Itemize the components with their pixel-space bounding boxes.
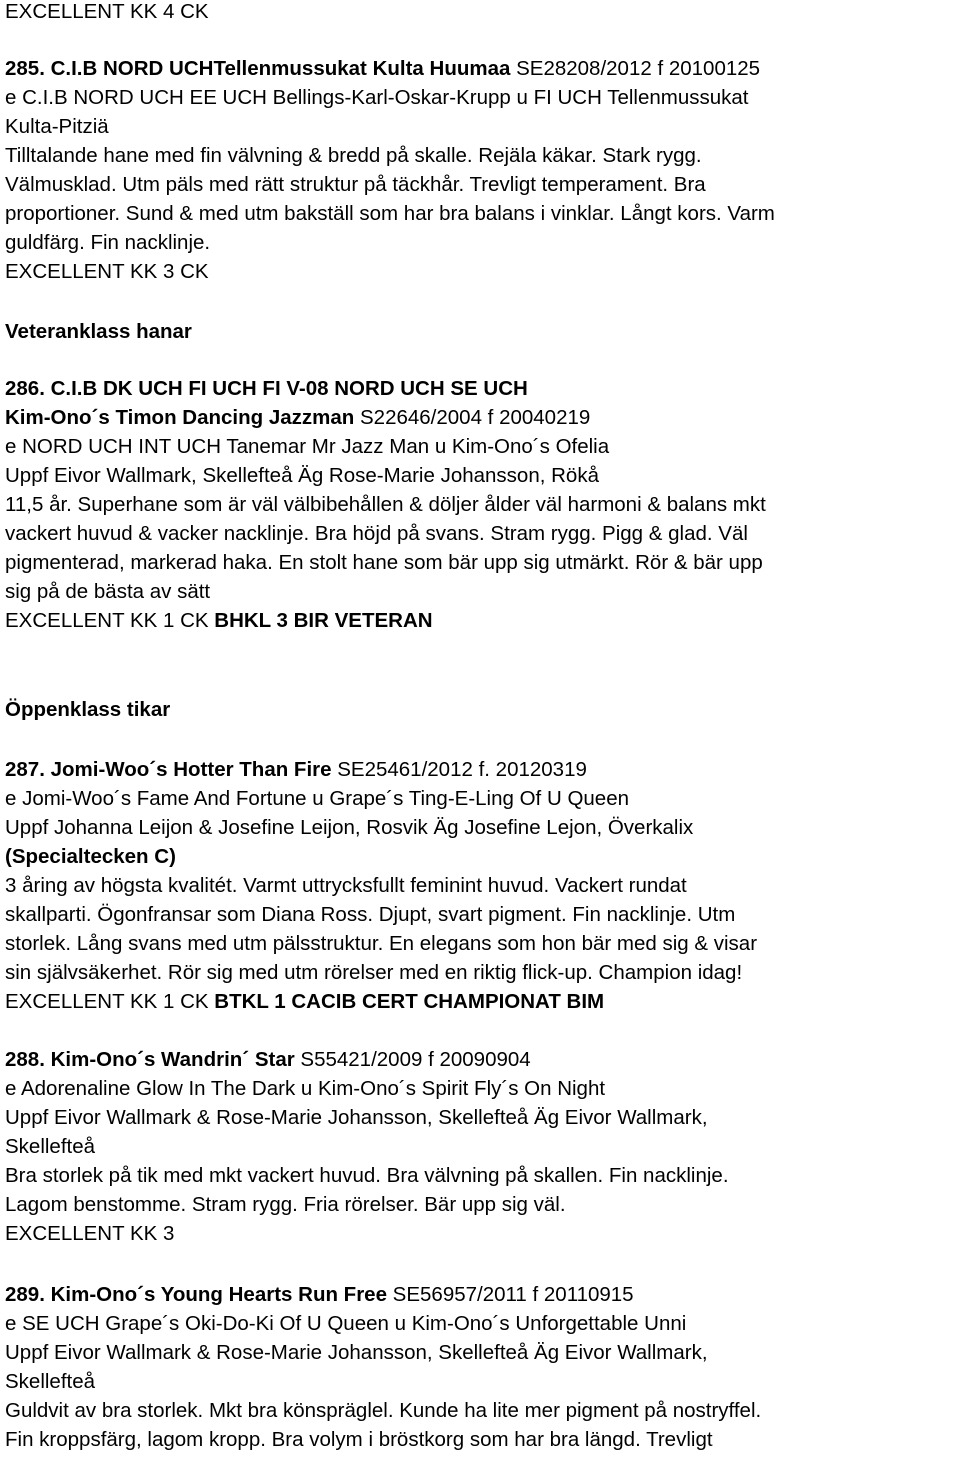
text-run: e Jomi-Woo´s Fame And Fortune u Grape´s Ting-E-Ling Of U Queen	[5, 787, 629, 810]
text-run: Uppf Eivor Wallmark & Rose-Marie Johansson, Skellefteå Äg Eivor Wallmark,	[5, 1106, 708, 1129]
text-run: Lagom benstomme. Stram rygg. Fria rörelser. Bär upp sig väl.	[5, 1193, 566, 1216]
text-run: Guldvit av bra storlek. Mkt bra könspräglel. Kunde ha lite mer pigment på nostryffel.	[5, 1399, 762, 1422]
critique-line	[5, 1399, 761, 1423]
text-run: proportioner. Sund & med utm bakställ som har bra balans i vinklar. Långt kors. Varm	[5, 202, 775, 225]
grade: EXCELLENT KK 3	[5, 1222, 175, 1245]
text-run: pigmenterad, markerad haka. En stolt hane som bär upp sig utmärkt. Rör & bär upp	[5, 551, 763, 574]
critique-line	[5, 1193, 566, 1217]
registration-info: S22646/2004 f 20040219	[354, 406, 591, 429]
parentage-line	[5, 86, 749, 110]
critique-line	[5, 903, 735, 927]
text-run: skallparti. Ögonfransar som Diana Ross. Djupt, svart pigment. Fin nacklinje. Utm	[5, 903, 736, 926]
text-line	[5, 1370, 95, 1394]
text-run: 11,5 år. Superhane som är väl välbibehållen & döljer ålder väl harmoni & balans mkt	[5, 493, 766, 516]
breeder-owner-line	[5, 1341, 708, 1365]
critique-line	[5, 522, 748, 546]
text-run: Skellefteå	[5, 1135, 96, 1158]
text-line	[5, 115, 109, 139]
critique-line	[5, 1164, 729, 1188]
text-run: e SE UCH Grape´s Oki-Do-Ki Of U Queen u Kim-Ono´s Unforgettable Unni	[5, 1312, 687, 1335]
text-run: Öppenklass tikar	[5, 698, 171, 721]
breeder-owner-line	[5, 816, 693, 840]
critique-line	[5, 493, 766, 517]
registration-info: SE28208/2012 f 20100125	[510, 57, 761, 80]
grade: EXCELLENT KK 1 CK	[5, 609, 215, 632]
entry-number-title: 287. Jomi-Woo´s Hotter Than Fire	[5, 758, 332, 781]
text-run: Fin kroppsfärg, lagom kropp. Bra volym i bröstkorg som har bra längd. Trevligt	[5, 1428, 713, 1451]
placement: BHKL 3 BIR VETERAN	[214, 609, 433, 632]
entry-number-title: 289. Kim-Ono´s Young Hearts Run Free	[5, 1283, 387, 1306]
critique-line	[5, 1428, 713, 1452]
text-run: sin självsäkerhet. Rör sig med utm rörelser med en riktig flick-up. Champion idag!	[5, 961, 743, 984]
text-run: storlek. Lång svans med utm pälsstruktur. En elegans som hon bär med sig & visar	[5, 932, 758, 955]
text-run: Uppf Eivor Wallmark, Skellefteå Äg Rose-Marie Johansson, Rökå	[5, 464, 599, 487]
text-run: Välmusklad. Utm päls med rätt struktur på täckhår. Trevligt temperament. Bra	[5, 173, 706, 196]
class-heading	[5, 320, 192, 344]
result-line	[5, 990, 604, 1014]
result-line	[5, 1222, 174, 1246]
text-run: Veteranklass hanar	[5, 320, 192, 343]
text-run: EXCELLENT KK 3 CK	[5, 260, 209, 283]
parentage-line	[5, 787, 629, 811]
parentage-line	[5, 1077, 605, 1101]
text-run: guldfärg. Fin nacklinje.	[5, 231, 211, 254]
text-run: e C.I.B NORD UCH EE UCH Bellings-Karl-Oskar-Krupp u FI UCH Tellenmussukat	[5, 86, 749, 109]
dog-name-line	[5, 406, 590, 430]
critique-line	[5, 202, 775, 226]
text-run: Uppf Johanna Leijon & Josefine Leijon, Rosvik Äg Josefine Lejon, Överkalix	[5, 816, 694, 839]
text-line	[5, 0, 209, 24]
entry-heading	[5, 758, 587, 782]
entry-heading	[5, 377, 528, 401]
critique-line	[5, 551, 763, 575]
entry-number-title: 288. Kim-Ono´s Wandrin´ Star	[5, 1048, 295, 1071]
text-run: vackert huvud & vacker nacklinje. Bra höjd på svans. Stram rygg. Pigg & glad. Väl	[5, 522, 748, 545]
text-run: Uppf Eivor Wallmark & Rose-Marie Johansson, Skellefteå Äg Eivor Wallmark,	[5, 1341, 708, 1364]
critique-line	[5, 231, 210, 255]
text-run: Kulta-Pitziä	[5, 115, 109, 138]
registration-info: SE56957/2011 f 20110915	[386, 1283, 634, 1306]
critique-line	[5, 961, 742, 985]
grade: EXCELLENT KK 1 CK	[5, 990, 215, 1013]
text-run: sig på de bästa av sätt	[5, 580, 211, 603]
dog-name: Kim-Ono´s Timon Dancing Jazzman	[5, 406, 355, 429]
parentage-line	[5, 1312, 686, 1336]
text-run: EXCELLENT KK 4 CK	[5, 0, 209, 23]
registration-info: SE25461/2012 f. 20120319	[331, 758, 587, 781]
entry-heading	[5, 57, 760, 81]
text-run: Skellefteå	[5, 1370, 96, 1393]
entry-heading	[5, 1048, 531, 1072]
text-line	[5, 1135, 95, 1159]
placement: BTKL 1 CACIB CERT CHAMPIONAT BIM	[214, 990, 605, 1013]
text-run: e NORD UCH INT UCH Tanemar Mr Jazz Man u Kim-Ono´s Ofelia	[5, 435, 610, 458]
critique-line	[5, 580, 210, 604]
text-run: (Specialtecken C)	[5, 845, 176, 868]
entry-heading	[5, 1283, 634, 1307]
breeder-owner-line	[5, 1106, 708, 1130]
result-line	[5, 609, 433, 633]
entry-number-title: 285. C.I.B NORD UCHTellenmussukat Kulta Huumaa	[5, 57, 511, 80]
parentage-line	[5, 435, 609, 459]
registration-info: S55421/2009 f 20090904	[294, 1048, 531, 1071]
text-run: Bra storlek på tik med mkt vackert huvud. Bra välvning på skallen. Fin nacklinje.	[5, 1164, 729, 1187]
entry-number-title: 286. C.I.B DK UCH FI UCH FI V-08 NORD UCH SE UCH	[5, 377, 528, 400]
critique-line	[5, 932, 757, 956]
class-heading	[5, 698, 170, 722]
breeder-owner-line	[5, 464, 599, 488]
text-run: 3 åring av högsta kvalitét. Varmt uttrycksfullt feminint huvud. Vackert rundat	[5, 874, 687, 897]
critique-line	[5, 173, 706, 197]
critique-line	[5, 874, 687, 898]
critique-line	[5, 144, 702, 168]
text-run: e Adorenaline Glow In The Dark u Kim-Ono´s Spirit Fly´s On Night	[5, 1077, 606, 1100]
special-mark-line	[5, 845, 176, 869]
result-line	[5, 260, 209, 284]
text-run: Tilltalande hane med fin välvning & bredd på skalle. Rejäla käkar. Stark rygg.	[5, 144, 702, 167]
